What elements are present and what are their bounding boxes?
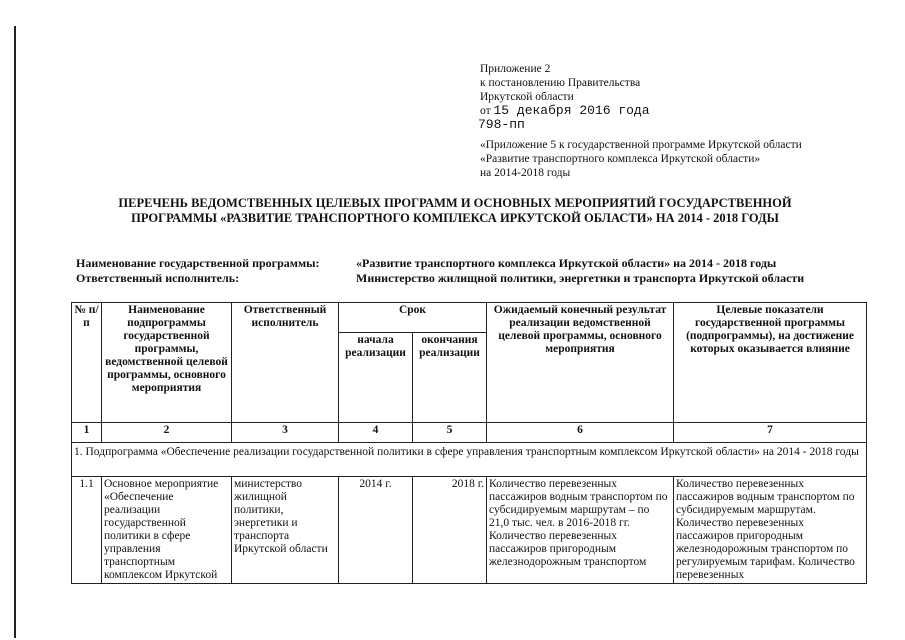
annex-block: [480, 62, 802, 180]
col-number-5: 5: [413, 423, 487, 443]
document-title: [60, 196, 850, 226]
col-number-6: 6: [487, 423, 674, 443]
row-end: 2018 г.: [413, 477, 487, 584]
executor-value: Министерство жилищной политики, энергетики и транспорта Иркутской области: [356, 271, 805, 285]
header-result: Ожидаемый конечный результат реализации ведомственной целевой программы, основного мероприятия: [487, 303, 674, 423]
header-num: № п/п: [72, 303, 102, 423]
program-value: «Развитие транспортного комплекса Иркутской области» на 2014 - 2018 годы: [356, 256, 777, 270]
annex-ref-1: «Приложение 5 к государственной программе Иркутской области: [480, 139, 802, 151]
program-label: Наименование государственной программы:: [76, 256, 320, 270]
col-number-4: 4: [339, 423, 413, 443]
header-indicators: Целевые показатели государственной программы (подпрограммы), на достижение которых оказывается влияние: [674, 303, 867, 423]
annex-ref-2: «Развитие транспортного комплекса Иркутской области»: [480, 153, 761, 165]
annex-date: 15 декабря 2016 года: [493, 103, 650, 118]
row-indicators: Количество перевезенных пассажиров водным транспортом по субсидируемым маршрутам. Количество перевезенных пассажиров пригородным железнодорожным транспортом по регулируемым тарифам. Количество перевезенных: [674, 477, 867, 584]
col-number-3: 3: [232, 423, 339, 443]
title-line-1: ПЕРЕЧЕНЬ ВЕДОМСТВЕННЫХ ЦЕЛЕВЫХ ПРОГРАММ И ОСНОВНЫХ МЕРОПРИЯТИЙ ГОСУДАРСТВЕННОЙ: [118, 196, 792, 210]
annex-ref-3: на 2014-2018 годы: [480, 167, 571, 179]
table-row: [72, 477, 867, 584]
header-term-start: начала реализации: [339, 333, 413, 423]
col-number-2: 2: [102, 423, 232, 443]
row-num: 1.1: [72, 477, 102, 584]
row-start: 2014 г.: [339, 477, 413, 584]
row-executor: министерство жилищной политики, энергетики и транспорта Иркутской области: [232, 477, 339, 584]
annex-date-prefix: от: [480, 105, 491, 117]
annex-line-1: Приложение 2: [480, 63, 551, 75]
left-margin-line: [14, 26, 16, 638]
title-line-2: ПРОГРАММЫ «РАЗВИТИЕ ТРАНСПОРТНОГО КОМПЛЕКСА ИРКУТСКОЙ ОБЛАСТИ» НА 2014 - 2018 ГОДЫ: [131, 211, 779, 225]
measures-table: [71, 302, 867, 584]
annex-number: 798-пп: [478, 117, 525, 132]
col-number-1: 1: [72, 423, 102, 443]
header-name: Наименование подпрограммы государственной программы, ведомственной целевой программы, основного мероприятия: [102, 303, 232, 423]
header-term: Срок: [339, 303, 487, 333]
annex-date-line: [480, 104, 802, 118]
program-info: [76, 256, 804, 286]
row-name: Основное мероприятие «Обеспечение реализации государственной политики в сфере управления транспортным комплексом Иркутской: [102, 477, 232, 584]
row-result: Количество перевезенных пассажиров водным транспортом по субсидируемым маршрутам – по 21,0 тыс. чел. в 2016-2018 гг. Количество перевезенных пассажиров пригородным железнодорожным транспортом: [487, 477, 674, 584]
col-number-7: 7: [674, 423, 867, 443]
header-executor: Ответственный исполнитель: [232, 303, 339, 423]
annex-line-3: Иркутской области: [480, 91, 574, 103]
executor-label: Ответственный исполнитель:: [76, 271, 240, 285]
header-term-end: окончания реализации: [413, 333, 487, 423]
annex-line-2: к постановлению Правительства: [480, 77, 641, 89]
subprogram-row: 1. Подпрограмма «Обеспечение реализации государственной политики в сфере управления транспортным комплексом Иркутской области» на 2014 - 2018 годы: [72, 443, 867, 477]
